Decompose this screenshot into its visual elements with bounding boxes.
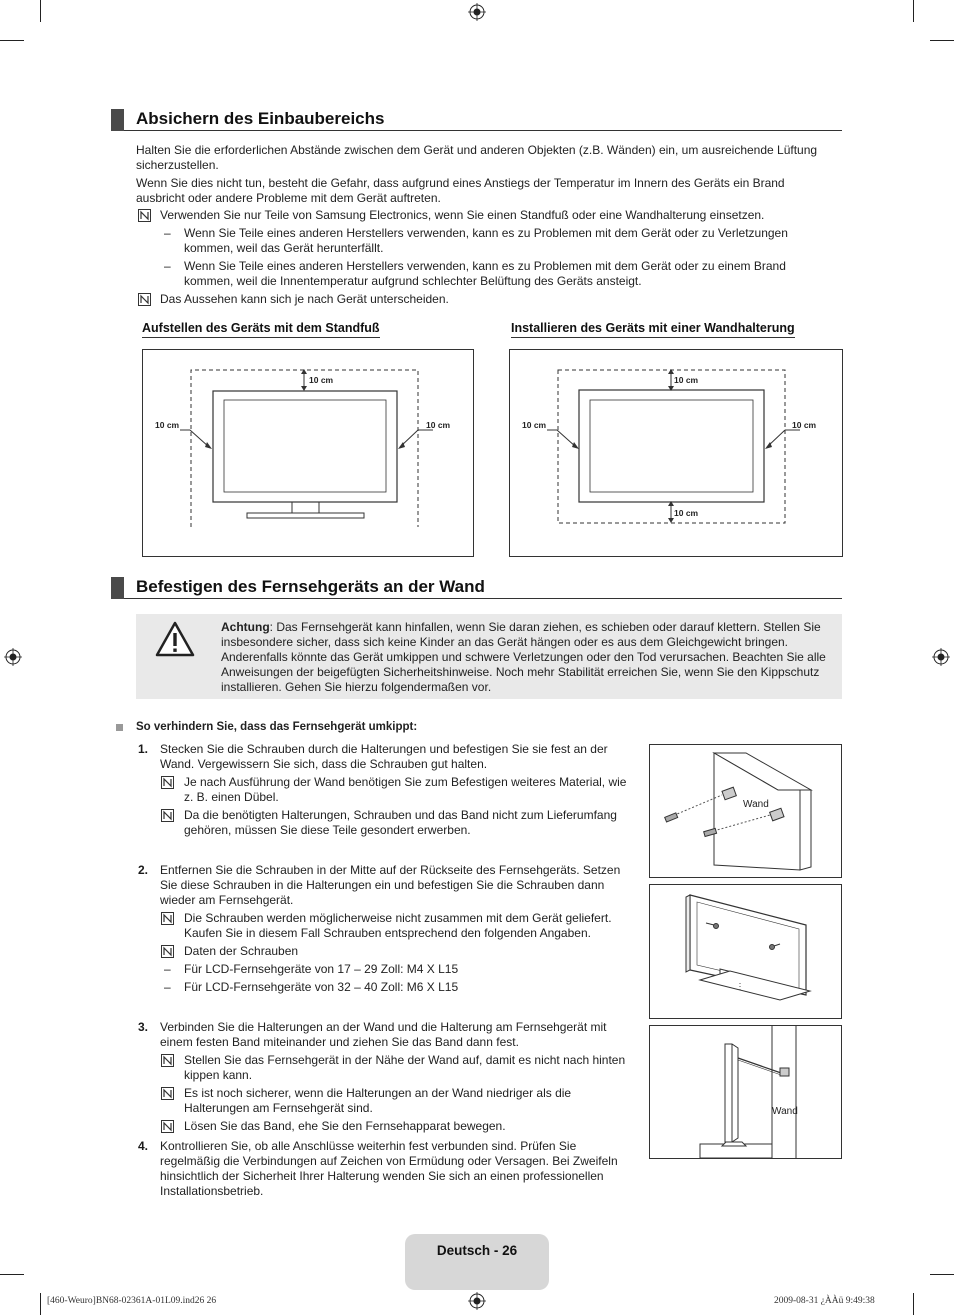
wall-subheading: Installieren des Geräts mit einer Wandhalterung — [511, 320, 795, 338]
dash-text: Für LCD-Fernsehgeräte von 32 – 40 Zoll: M6 X L15 — [184, 980, 459, 994]
crop-mark — [913, 1293, 914, 1315]
wall-left-clearance: 10 cm — [522, 420, 547, 430]
section-heading — [111, 109, 842, 131]
section-title: Befestigen des Fernsehgeräts an der Wand — [136, 577, 485, 596]
wall-clearance-diagram — [509, 349, 843, 557]
wall-label: Wand — [772, 1106, 798, 1117]
warning-triangle-icon — [155, 621, 195, 657]
stand-clearance-diagram — [142, 349, 474, 557]
wall-right-clearance: 10 cm — [792, 420, 817, 430]
step-number: 4. — [138, 1139, 149, 1153]
note-text: Verwenden Sie nur Teile von Samsung Electronics, wenn Sie einen Standfuß oder eine Wandhalterung einsetzen. — [160, 208, 765, 222]
crop-mark — [0, 1274, 24, 1275]
stand-top-clearance: 10 cm — [309, 375, 334, 385]
step-text: Verbinden Sie die Halterungen an der Wand und die Halterung am Fernsehgerät mit einem festen Band miteinander und ziehen Sie das Band dann fest. — [160, 1020, 607, 1049]
note-icon — [161, 809, 174, 822]
warning-box — [136, 614, 842, 699]
step-number: 3. — [138, 1020, 149, 1034]
tv-back-drawing — [650, 885, 841, 1018]
note-icon — [161, 1120, 174, 1133]
wall-top-clearance: 10 cm — [674, 375, 699, 385]
dash-text: Für LCD-Fernsehgeräte von 17 – 29 Zoll: M4 X L15 — [184, 962, 459, 976]
dash-marker: – — [164, 259, 171, 273]
footer-file-info: [460-Weuro]BN68-02361A-01L09.ind26 26 — [47, 1296, 217, 1306]
note-text: Daten der Schrauben — [184, 944, 299, 958]
crop-mark — [913, 0, 914, 22]
stand-tv-drawing — [143, 350, 473, 556]
note-icon — [161, 776, 174, 789]
note-text: Das Aussehen kann sich je nach Gerät unterscheiden. — [160, 292, 449, 306]
dash-marker: – — [164, 226, 171, 240]
tv-back-illustration — [649, 884, 842, 1019]
registration-mark-icon — [468, 1292, 486, 1310]
crop-mark — [0, 40, 24, 41]
note-icon — [161, 1087, 174, 1100]
warning-label: Achtung — [221, 620, 270, 634]
registration-mark-icon — [4, 648, 22, 666]
registration-mark-icon — [468, 3, 486, 21]
crop-mark — [930, 1274, 954, 1275]
footer-timestamp: 2009-08-31 ¿ÀÀü 9:49:38 — [774, 1296, 875, 1306]
step-text: Stecken Sie die Schrauben durch die Halterungen und befestigen Sie sie fest an der Wand. Vergewissern Sie sich, dass die Schrauben gut halten. — [160, 742, 608, 771]
dash-marker: – — [164, 980, 171, 994]
bullet-title: So verhindern Sie, dass das Fernsehgerät umkippt: — [136, 721, 418, 733]
tv-side-strap-illustration — [649, 1025, 842, 1159]
wall-label: Wand — [743, 799, 769, 810]
heading-bar — [111, 109, 124, 131]
warning-body: : Das Fernsehgerät kann hinfallen, wenn Sie daran ziehen, es schieben oder darauf klettern. Stellen Sie insbesondere sicher, dass sich keine Kinder an das Gerät hängen oder es aus dem Gleichgewicht bringen. Anderenfalls könnte das Gerät umkippen und schwere Verletzungen oder den Tod verursachen. Beachten Sie alle Anweisungen der beigefügten Sicherheitshinweise. Noch mehr Stabilität erreichen Sie, wenn Sie den Kippschutz installieren. Gehen Sie hierzu folgendermaßen vor. — [221, 620, 826, 694]
stand-left-clearance: 10 cm — [155, 420, 180, 430]
bullet-square — [116, 724, 123, 731]
heading-bar — [111, 577, 124, 599]
section-title: Absichern des Einbaubereichs — [136, 109, 385, 128]
step-number: 2. — [138, 863, 149, 877]
dash-marker: – — [164, 962, 171, 976]
note-icon — [138, 293, 151, 306]
dash-text: Wenn Sie Teile eines anderen Herstellers verwenden, kann es zu Problemen mit dem Gerät oder zu einem Brand kommen, weil die Innentemperatur aufgrund schlechter Belüftung des Geräts ansteigt. — [184, 259, 786, 288]
warning-text — [221, 620, 826, 695]
note-text: Es ist noch sicherer, wenn die Halterungen an der Wand niedriger als die Halterungen am Fernsehgerät sind. — [184, 1086, 572, 1115]
page-number: Deutsch - 26 — [436, 1243, 518, 1258]
dash-text: Wenn Sie Teile eines anderen Herstellers verwenden, kann es zu Problemen mit dem Gerät oder zu Verletzungen kommen, weil das Gerät herunterfällt. — [184, 226, 788, 255]
wall-screws-drawing — [650, 745, 841, 877]
section-heading — [111, 577, 842, 599]
wall-screws-illustration — [649, 744, 842, 878]
note-icon — [161, 1054, 174, 1067]
paragraph: Halten Sie die erforderlichen Abstände zwischen dem Gerät und anderen Objekten (z.B. Wänden) ein, um ausreichende Lüftung sicherzustellen. — [136, 143, 818, 172]
step-text: Kontrollieren Sie, ob alle Anschlüsse weiterhin fest verbunden sind. Prüfen Sie regelmäßig die Verbindungen auf Zeichen von Ermüdung oder Versagen. Bei Zweifeln hinsichtlich der Sicherheit Ihrer Halterung wenden Sie sich an einen professionellen Installationsbetrieb. — [160, 1139, 618, 1198]
note-icon — [161, 945, 174, 958]
stand-subheading: Aufstellen des Geräts mit dem Standfuß — [142, 320, 380, 338]
step-text: Entfernen Sie die Schrauben in der Mitte auf der Rückseite des Fernsehgeräts. Setzen Sie diese Schrauben in die Halterungen ein und befestigen Sie die Schrauben dann wieder am Fernsehgerät. — [160, 863, 621, 907]
crop-mark — [930, 40, 954, 41]
note-icon — [138, 209, 151, 222]
note-icon — [161, 912, 174, 925]
crop-mark — [40, 1293, 41, 1315]
crop-mark — [40, 0, 41, 22]
note-text: Je nach Ausführung der Wand benötigen Sie zum Befestigen weiteres Material, wie z. B. einen Dübel. — [184, 775, 627, 804]
note-text: Die Schrauben werden möglicherweise nicht zusammen mit dem Gerät geliefert. Kaufen Sie in diesem Fall Schrauben entsprechend den folgenden Angaben. — [184, 911, 612, 940]
registration-mark-icon — [932, 648, 950, 666]
note-text: Da die benötigten Halterungen, Schrauben und das Band nicht zum Lieferumfang gehören, müssen Sie diese Teile gesondert erwerben. — [184, 808, 617, 837]
paragraph: Wenn Sie dies nicht tun, besteht die Gefahr, dass aufgrund eines Anstiegs der Temperatur im Innern des Geräts ein Brand ausbricht oder andere Probleme mit dem Gerät auftreten. — [136, 176, 785, 205]
note-text: Lösen Sie das Band, ehe Sie den Fernsehapparat bewegen. — [184, 1119, 506, 1133]
stand-right-clearance: 10 cm — [426, 420, 451, 430]
wall-bottom-clearance: 10 cm — [674, 508, 699, 518]
note-text: Stellen Sie das Fernsehgerät in der Nähe der Wand auf, damit es nicht nach hinten kippen kann. — [184, 1053, 626, 1082]
tv-side-strap-drawing — [650, 1026, 841, 1158]
step-number: 1. — [138, 742, 149, 756]
